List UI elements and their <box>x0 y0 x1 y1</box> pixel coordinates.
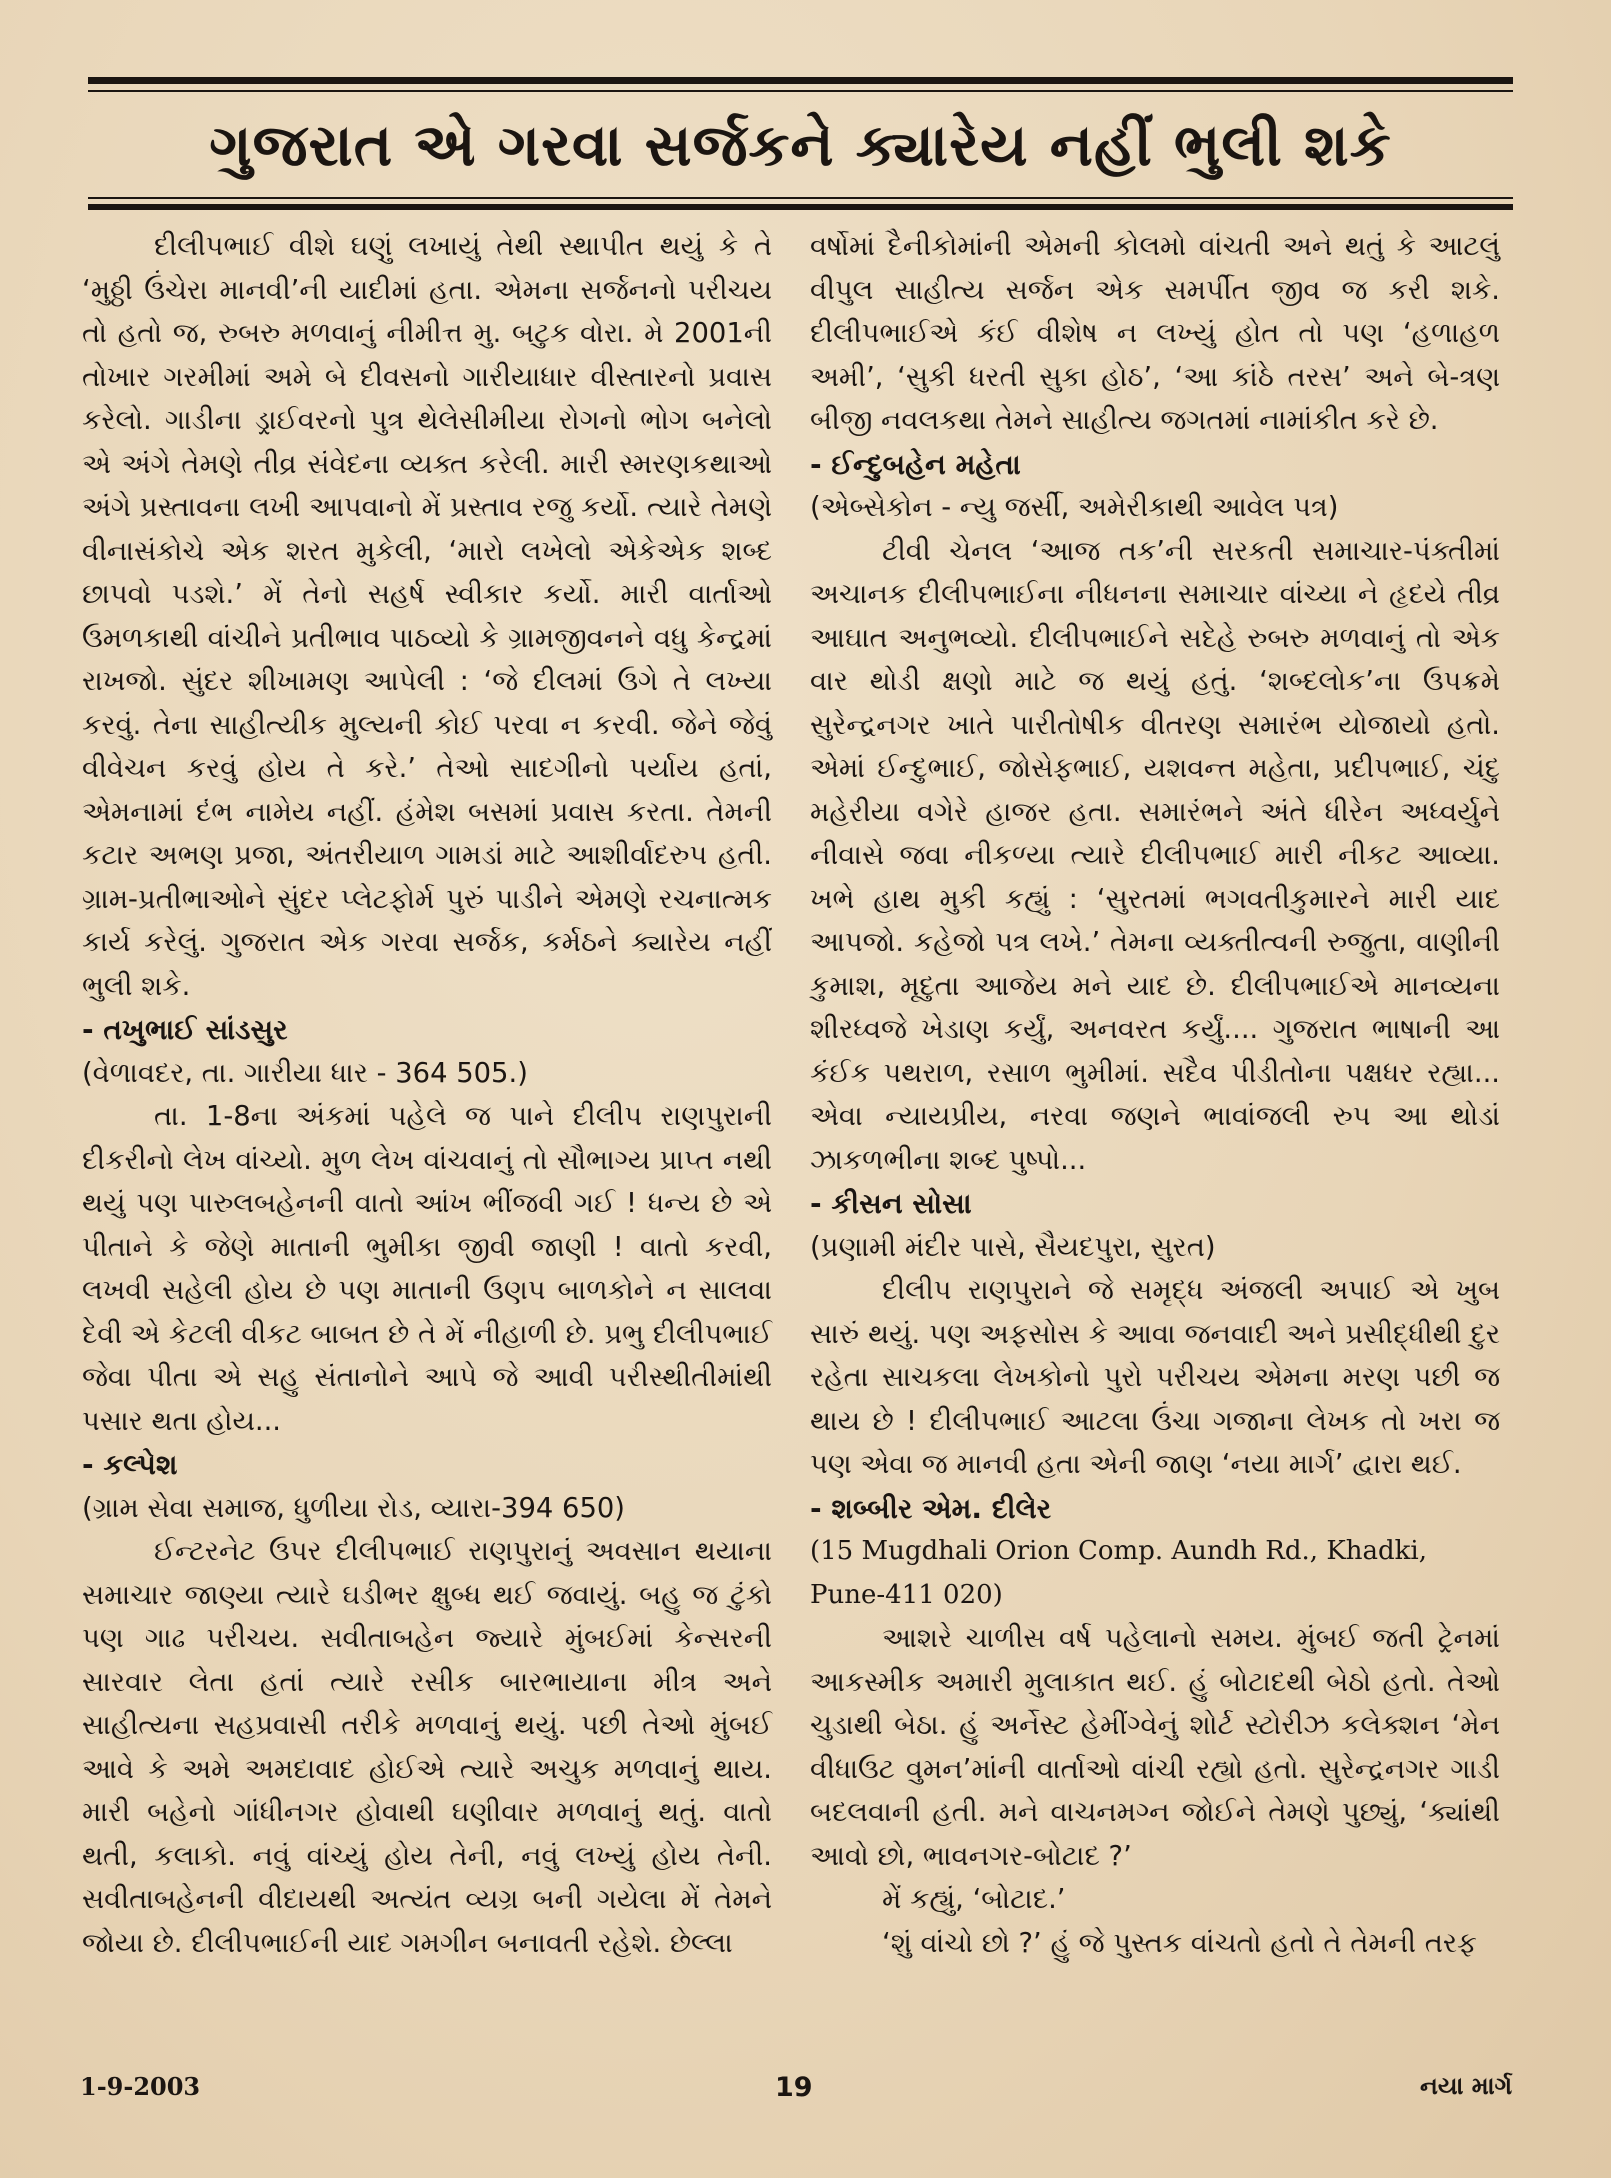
left-column <box>82 225 772 1965</box>
letter-paragraph: દીલીપભાઈ વીશે ઘણું લખાયું તેથી સ્થાપીત થયું કે તે ‘મુઠ્ઠી ઉંચેરા માનવી’ની યાદીમાં હતા. એમના સર્જનનો પરીચય તો હતો જ, રુબરુ મળવાનું નીમીત્ત મુ. બટુક વોરા. મે 2001ની તોખાર ગરમીમાં અમે બે દીવસનો ગારીયાધાર વીસ્તારનો પ્રવાસ કરેલો. ગાડીના ડ્રાઈવરનો પુત્ર થેલેસીમીયા રોગનો ભોગ બનેલો એ અંગે તેમણે તીવ્ર સંવેદના વ્યક્ત કરેલી. મારી સ્મરણકથાઓ અંગે પ્રસ્તાવના લખી આપવાનો મેં પ્રસ્તાવ રજુ કર્યો. ત્યારે તેમણે વીનાસંકોચે એક શરત મુકેલી, ‘મારો લખેલો એકેએક શબ્દ છાપવો પડશે.’ મેં તેનો સહર્ષ સ્વીકાર કર્યો. મારી વાર્તાઓ ઉમળકાથી વાંચીને પ્રતીભાવ પાઠવ્યો કે ગ્રામજીવનને વધુ કેન્દ્રમાં રાખજો. સુંદર શીખામણ આપેલી : ‘જે દીલમાં ઉગે તે લખ્યા કરવું. તેના સાહીત્યીક મુલ્યની કોઈ પરવા ન કરવી. જેને જેવું વીવેચન કરવું હોય તે કરે.’ તેઓ સાદગીનો પર્યાય હતાં, એમનામાં દંભ નામેય નહીં. હંમેશ બસમાં પ્રવાસ કરતા. તેમની કટાર અભણ પ્રજા, અંતરીયાળ ગામડાં માટે આશીર્વાદરુપ હતી. ગ્રામ-પ્રતીભાઓને સુંદર પ્લેટફોર્મ પુરું પાડીને એમણે રચનાત્મક કાર્ય કરેલું. ગુજરાત એક ગરવા સર્જક, કર્મઠને ક્યારેય નહીં ભુલી શકે. <box>82 231 772 1002</box>
title-thick-rule <box>88 204 1513 210</box>
author-address: (એબ્સેકોન - ન્યુ જર્સી, અમેરીકાથી આવેલ પત્ર) <box>810 492 1339 523</box>
letter-paragraph: ટીવી ચેનલ ‘આજ તક’ની સરકતી સમાચાર-પંક્તીમાં અચાનક દીલીપભાઈના નીધનના સમાચાર વાંચ્યા ને હૃદયે તીવ્ર આઘાત અનુભવ્યો. દીલીપભાઈને સદેહે રુબરુ મળવાનું તો એક વાર થોડી ક્ષણો માટે જ થયું હતું. ‘શબ્દલોક’ના ઉપક્રમે સુરેન્દ્રનગર ખાતે પારીતોષીક વીતરણ સમારંભ યોજાયો હતો. એમાં ઈન્દુભાઈ, જોસેફભાઈ, યશવન્ત મહેતા, પ્રદીપભાઈ, ચંદુ મહેરીયા વગેરે હાજર હતા. સમારંભને અંતે ધીરેન અધ્વર્યુને નીવાસે જવા નીકળ્યા ત્યારે દીલીપભાઈ મારી નીકટ આવ્યા. ખભે હાથ મુકી કહ્યું : ‘સુરતમાં ભગવતીકુમારને મારી યાદ આપજો. કહેજો પત્ર લખે.’ તેમના વ્યક્તીત્વની રુજુતા, વાણીની કુમાશ, મૃદુતા આજેય મને યાદ છે. દીલીપભાઈએ માનવ્યના શીરધ્વજે ખેડાણ કર્યું, અનવરત કર્યું.... ગુજરાત ભાષાની આ કંઈક પથરાળ, રસાળ ભુમીમાં. સદૈવ પીડીતોના પક્ષધર રહ્યા... એવા ન્યાયપ્રીય, નરવા જણને ભાવાંજલી રુપ આ થોડાં ઝાકળભીના શબ્દ પુષ્પો... <box>810 535 1500 1176</box>
letter-paragraph: મેં કહ્યું, ‘બોટાદ.’ <box>882 1884 1066 1915</box>
magazine-name: નયા માર્ગ <box>1420 2072 1513 2100</box>
author-signature: - કલ્પેશ <box>82 1448 178 1481</box>
letter-paragraph: વર્ષોમાં દૈનીકોમાંની એમની કોલમો વાંચતી અને થતું કે આટલું વીપુલ સાહીત્ય સર્જન એક સમર્પીત જીવ જ કરી શકે. દીલીપભાઈએ કંઈ વીશેષ ન લખ્યું હોત તો પણ ‘હળાહળ અમી’, ‘સુકી ધરતી સુકા હોઠ’, ‘આ કાંઠે તરસ’ અને બે-ત્રણ બીજી નવલકથા તેમને સાહીત્ય જગતમાં નામાંકીત કરે છે. <box>810 231 1500 436</box>
letter-paragraph: દીલીપ રાણપુરાને જે સમૃદ્ધ અંજલી અપાઈ એ ખુબ સારું થયું. પણ અફસોસ કે આવા જનવાદી અને પ્રસીદ્ધીથી દુર રહેતા સાચકલા લેખકોનો પુરો પરીચય એમના મરણ પછી જ થાય છે ! દીલીપભાઈ આટલા ઉંચા ગજાના લેખક તો ખરા જ પણ એવા જ માનવી હતા એની જાણ ‘નયા માર્ગ’ દ્વારા થઈ. <box>810 1275 1500 1480</box>
author-signature: - ઈન્દુબહેન મહેતા <box>810 447 1021 481</box>
author-address: (ગ્રામ સેવા સમાજ, ધુળીયા રોડ, વ્યારા-394 650) <box>82 1492 625 1524</box>
issue-date: 1-9-2003 <box>80 2072 201 2101</box>
letter-paragraph: આશરે ચાળીસ વર્ષ પહેલાનો સમય. મુંબઈ જતી ટ્રેનમાં આકસ્મીક અમારી મુલાકાત થઈ. હું બોટાદથી બેઠો હતો. તેઓ ચુડાથી બેઠા. હું અર્નેસ્ટ હેમીંગ્વેનું શોર્ટ સ્ટોરીઝ કલેક્શન ‘મેન વીધાઉટ વુમન’માંની વાર્તાઓ વાંચી રહ્યો હતો. સુરેન્દ્રનગર ગાડી બદલવાની હતી. મને વાચનમગ્ન જોઈને તેમણે પુછ્યું, ‘ક્યાંથી આવો છો, ભાવનગર-બોટાદ ?’ <box>810 1623 1500 1872</box>
page-title: ગુજરાત એ ગરવા સર્જકને ક્યારેય નહીં ભુલી શકે <box>209 111 1392 179</box>
author-address: (15 Mugdhali Orion Comp. Aundh Rd., Khadki, <box>810 1536 1427 1566</box>
title-thin-rule <box>88 197 1513 199</box>
author-signature: - તખુભાઈ સાંડસુર <box>82 1013 288 1046</box>
author-signature: - કીસન સોસા <box>810 1187 972 1220</box>
top-thin-rule <box>88 90 1513 92</box>
top-thick-rule <box>88 77 1513 84</box>
letter-paragraph: તા. 1-8ના અંકમાં પહેલે જ પાને દીલીપ રાણપુરાની દીકરીનો લેખ વાંચ્યો. મુળ લેખ વાંચવાનું તો સૌભાગ્ય પ્રાપ્ત નથી થયું પણ પારુલબહેનની વાતો આંખ ભીંજવી ગઈ ! ધન્ય છે એ પીતાને કે જેણે માતાની ભુમીકા જીવી જાણી ! વાતો કરવી, લખવી સહેલી હોય છે પણ માતાની ઉણપ બાળકોને ન સાલવા દેવી એ કેટલી વીકટ બાબત છે તે મેં નીહાળી છે. પ્રભુ દીલીપભાઈ જેવા પીતા એ સહુ સંતાનોને આપે જે આવી પરીસ્થીતીમાંથી પસાર થતા હોય... <box>82 1101 772 1437</box>
author-address: (પ્રણામી મંદીર પાસે, સૈયદપુરા, સુરત) <box>810 1231 1216 1263</box>
author-address: Pune-411 020) <box>810 1579 1003 1610</box>
letter-paragraph: ‘શું વાંચો છો ?’ હું જે પુસ્તક વાંચતો હતો તે તેમની તરફ <box>882 1927 1477 1959</box>
page-number: 19 <box>775 2072 813 2103</box>
right-column <box>810 225 1500 1965</box>
author-address: (વેળાવદર, તા. ગારીયા ધાર - 364 505.) <box>82 1057 528 1089</box>
author-signature: - શબ્બીર એમ. દીલેર <box>810 1491 1052 1525</box>
letter-paragraph: ઈન્ટરનેટ ઉપર દીલીપભાઈ રાણપુરાનું અવસાન થયાના સમાચાર જાણ્યા ત્યારે ઘડીભર ક્ષુબ્ધ થઈ જવાયું. બહુ જ ટુંકો પણ ગાઢ પરીચય. સવીતાબહેન જ્યારે મુંબઈમાં કેન્સરની સારવાર લેતા હતાં ત્યારે રસીક બારભાયાના મીત્ર અને સાહીત્યના સહપ્રવાસી તરીકે મળવાનું થયું. પછી તેઓ મુંબઈ આવે કે અમે અમદાવાદ હોઈએ ત્યારે અચુક મળવાનું થાય. મારી બહેનો ગાંધીનગર હોવાથી ઘણીવાર મળવાનું થતું. વાતો થતી, કલાકો. નવું વાંચ્યું હોય તેની, નવું લખ્યું હોય તેની. સવીતાબહેનની વીદાયથી અત્યંત વ્યગ્ર બની ગયેલા મેં તેમને જોયા છે. દીલીપભાઈની યાદ ગમગીન બનાવતી રહેશે. છેલ્લા <box>82 1536 772 1959</box>
